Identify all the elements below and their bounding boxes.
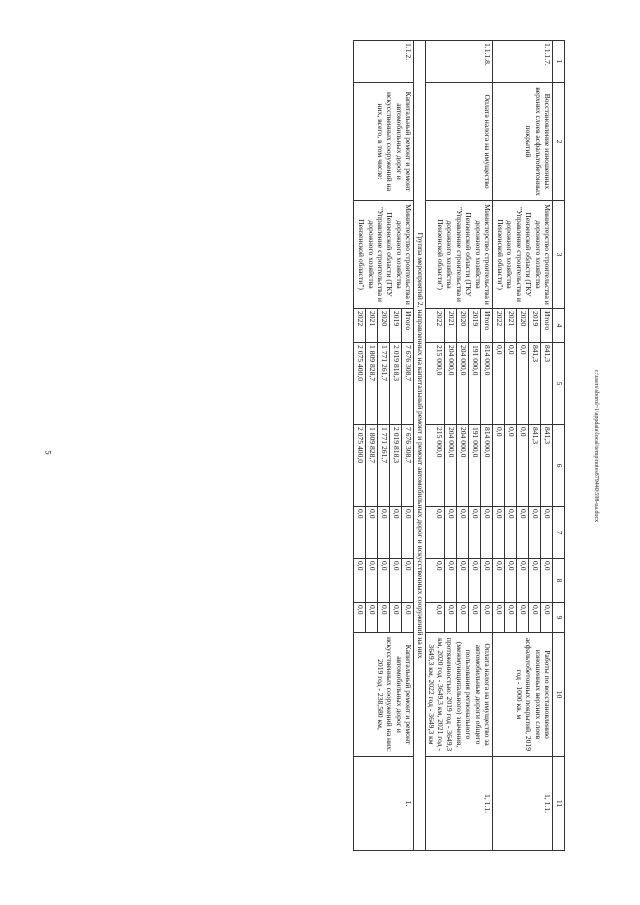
value: 0,0 bbox=[356, 509, 366, 519]
value: 0,0 bbox=[457, 507, 469, 558]
year-label: 2021 bbox=[505, 309, 517, 342]
rotated-table-container bbox=[75, 40, 565, 850]
value: 0,0 bbox=[402, 507, 414, 558]
value: 0,0 bbox=[469, 559, 481, 602]
value: 0,0 bbox=[495, 427, 504, 437]
value: 0,0 bbox=[378, 559, 390, 602]
col-num-8: 8 bbox=[553, 559, 565, 603]
value: 0,0 bbox=[495, 605, 504, 615]
value: 1 809 828,7 bbox=[366, 425, 378, 506]
table-row bbox=[493, 41, 553, 851]
value: 204 000,0 bbox=[445, 343, 457, 424]
value: 0,0 bbox=[356, 561, 366, 571]
value: 204 000,0 bbox=[445, 425, 457, 506]
row-executor: Министерство строительства и дорожного хозяйства Пензенской области (ГКУ "Управление строительства и дорожного хозяйства Пензенской области") bbox=[426, 201, 493, 309]
row-executor: Министерство строительства и дорожного хозяйства Пензенской области (ГКУ "Управление строительства и дорожного хозяйства Пензенской области") bbox=[354, 201, 414, 309]
value: 1 771 261,7 bbox=[378, 343, 390, 424]
year-label: 2019 bbox=[529, 309, 541, 342]
page-number: 5 bbox=[43, 450, 53, 455]
value: 7 676 308,7 bbox=[402, 343, 414, 424]
value-cell-5 bbox=[493, 343, 553, 425]
col-num-1: 1 bbox=[553, 41, 565, 83]
row-link: 1, 1.1. bbox=[493, 757, 553, 851]
years-cell bbox=[354, 309, 414, 343]
value: 0,0 bbox=[445, 507, 457, 558]
value: 191 000,0 bbox=[469, 425, 481, 506]
group-header-row bbox=[414, 41, 426, 851]
value: 0,0 bbox=[517, 507, 529, 558]
col-num-11: 11 bbox=[553, 757, 565, 851]
row-indicator: Работы по восстановлению изношенных верхних слоев асфальтобетонных покрытий, 2019 год - 1000 кв. м bbox=[493, 633, 553, 757]
col-num-3: 3 bbox=[553, 201, 565, 309]
row-executor: Министерство строительства и дорожного хозяйства Пензенской области (ГКУ "Управление строительства и дорожного хозяйства Пензенской области") bbox=[493, 201, 553, 309]
year-label: 2021 bbox=[366, 309, 378, 342]
value: 0,0 bbox=[495, 561, 504, 571]
value: 0,0 bbox=[390, 559, 402, 602]
row-indicator: Оплата налога на имущество за автомобильные дороги общего пользования регионального (межмуниципального) значения, протяженностью: 2019 год - 3649,3 км, 2020 год - 3649,3 км, 2021 год - 3649,3 км, 2022 год - 3649,3 км bbox=[426, 633, 493, 757]
col-num-5: 5 bbox=[553, 343, 565, 425]
year-label: 2022 bbox=[435, 311, 444, 327]
years-cell bbox=[426, 309, 493, 343]
value: 0,0 bbox=[435, 605, 444, 615]
value: 841,3 bbox=[541, 425, 553, 506]
value-cell-6 bbox=[426, 425, 493, 507]
row-name: Оплата налога на имущество bbox=[426, 83, 493, 201]
value: 204 000,0 bbox=[457, 343, 469, 424]
value: 0,0 bbox=[541, 603, 553, 632]
value: 0,0 bbox=[517, 559, 529, 602]
value: 191 000,0 bbox=[469, 343, 481, 424]
footer-file-path: c:\users\sborol~1\appdata\local\temp\notes879440\598-ua.docx bbox=[593, 369, 599, 523]
value: 0,0 bbox=[529, 507, 541, 558]
value: 0,0 bbox=[481, 559, 493, 602]
year-label: Итого bbox=[481, 309, 493, 342]
value: 0,0 bbox=[481, 603, 493, 632]
value: 0,0 bbox=[541, 559, 553, 602]
value: 2 075 400,0 bbox=[356, 345, 366, 382]
value: 0,0 bbox=[457, 559, 469, 602]
value: 0,0 bbox=[457, 603, 469, 632]
value: 0,0 bbox=[505, 603, 517, 632]
year-label: 2019 bbox=[469, 309, 481, 342]
year-label: Итого bbox=[541, 309, 553, 342]
value: 0,0 bbox=[469, 507, 481, 558]
value: 0,0 bbox=[390, 507, 402, 558]
value: 0,0 bbox=[366, 603, 378, 632]
col-num-6: 6 bbox=[553, 425, 565, 507]
value-cell-5 bbox=[426, 343, 493, 425]
row-name: Капитальный ремонт и ремонт автомобильных дорог и искусственных сооружений на них, всего, в том числе: bbox=[354, 83, 414, 201]
value: 841,3 bbox=[541, 343, 553, 424]
year-label: 2020 bbox=[517, 309, 529, 342]
value: 0,0 bbox=[505, 559, 517, 602]
value: 215 000,0 bbox=[435, 345, 444, 376]
value: 0,0 bbox=[378, 603, 390, 632]
years-cell bbox=[493, 309, 553, 343]
value: 0,0 bbox=[366, 559, 378, 602]
value-cell-6 bbox=[493, 425, 553, 507]
year-label: 2022 bbox=[495, 311, 504, 327]
year-label: 2021 bbox=[445, 309, 457, 342]
value: 0,0 bbox=[529, 559, 541, 602]
col-num-9: 9 bbox=[553, 603, 565, 633]
value: 0,0 bbox=[481, 507, 493, 558]
value: 0,0 bbox=[469, 603, 481, 632]
col-num-10: 10 bbox=[553, 633, 565, 757]
value-cell-9 bbox=[426, 603, 493, 633]
value: 0,0 bbox=[390, 603, 402, 632]
value: 0,0 bbox=[402, 559, 414, 602]
value: 0,0 bbox=[366, 507, 378, 558]
value-cell-9 bbox=[493, 603, 553, 633]
year-label: 2020 bbox=[457, 309, 469, 342]
value: 1 771 261,7 bbox=[378, 425, 390, 506]
value: 841,3 bbox=[529, 343, 541, 424]
value: 0,0 bbox=[402, 603, 414, 632]
value: 7 676 308,7 bbox=[402, 425, 414, 506]
value: 1 809 828,7 bbox=[366, 343, 378, 424]
year-label: 2020 bbox=[378, 309, 390, 342]
value: 0,0 bbox=[495, 509, 504, 519]
value: 0,0 bbox=[505, 507, 517, 558]
value: 0,0 bbox=[495, 345, 504, 355]
value: 0,0 bbox=[435, 561, 444, 571]
value: 0,0 bbox=[529, 603, 541, 632]
value: 0,0 bbox=[445, 559, 457, 602]
row-id: 1.1.1.7. bbox=[493, 41, 553, 83]
value-cell-7 bbox=[354, 507, 414, 559]
value-cell-7 bbox=[493, 507, 553, 559]
row-name: Восстановление изношенных верхних слоев асфальтобетонных покрытий bbox=[493, 83, 553, 201]
value: 204 000,0 bbox=[457, 425, 469, 506]
row-indicator: Капитальный ремонт и ремонт автомобильных дорог и искусственных сооружений на них: 2019 год - 238,580 км, bbox=[354, 633, 414, 757]
col-num-7: 7 bbox=[553, 507, 565, 559]
value-cell-6 bbox=[354, 425, 414, 507]
value: 0,0 bbox=[378, 507, 390, 558]
value-cell-8 bbox=[493, 559, 553, 603]
value: 0,0 bbox=[517, 343, 529, 424]
year-label: 2022 bbox=[356, 311, 366, 327]
value: 0,0 bbox=[517, 603, 529, 632]
value: 814 000,0 bbox=[481, 343, 493, 424]
value-cell-9 bbox=[354, 603, 414, 633]
value-cell-8 bbox=[354, 559, 414, 603]
value: 0,0 bbox=[445, 603, 457, 632]
row-link: 1. bbox=[354, 757, 414, 851]
value-cell-5 bbox=[354, 343, 414, 425]
value-cell-7 bbox=[426, 507, 493, 559]
value: 814 000,0 bbox=[481, 425, 493, 506]
table-row bbox=[354, 41, 414, 851]
value: 841,3 bbox=[529, 425, 541, 506]
value: 2 019 818,3 bbox=[390, 425, 402, 506]
value: 0,0 bbox=[505, 425, 517, 506]
value: 0,0 bbox=[517, 425, 529, 506]
row-id: 1.1.2. bbox=[354, 41, 414, 83]
year-label: Итого bbox=[402, 309, 414, 342]
column-number-row bbox=[553, 41, 565, 851]
value-cell-8 bbox=[426, 559, 493, 603]
value: 2 019 818,3 bbox=[390, 343, 402, 424]
col-num-2: 2 bbox=[553, 83, 565, 201]
year-label: 2019 bbox=[390, 309, 402, 342]
value: 0,0 bbox=[356, 605, 366, 615]
value: 215 000,0 bbox=[435, 427, 444, 458]
row-link: 1, 1.1. bbox=[426, 757, 493, 851]
table-row bbox=[426, 41, 493, 851]
value: 0,0 bbox=[541, 507, 553, 558]
col-num-4: 4 bbox=[553, 309, 565, 343]
group-title: Группа мероприятий 2, направленных на капитальный ремонт и ремонт автомобильных дорог и искусственных сооружений на них bbox=[414, 41, 426, 851]
value: 2 075 400,0 bbox=[356, 427, 366, 464]
value: 0,0 bbox=[505, 343, 517, 424]
row-id: 1.1.1.8. bbox=[426, 41, 493, 83]
value: 0,0 bbox=[435, 509, 444, 519]
program-table bbox=[353, 40, 565, 851]
